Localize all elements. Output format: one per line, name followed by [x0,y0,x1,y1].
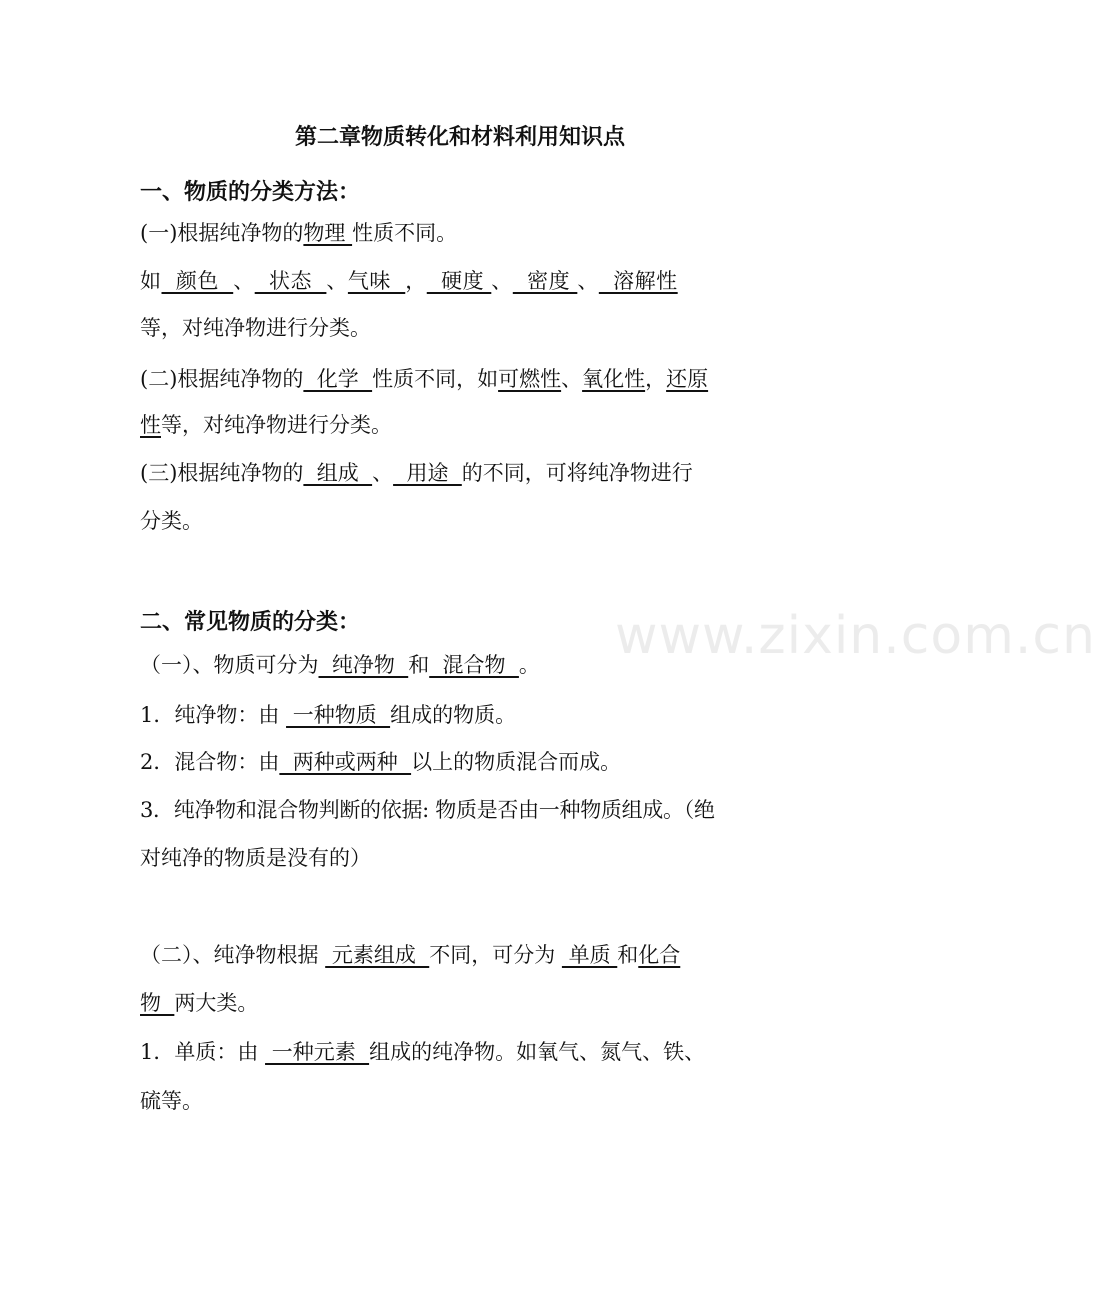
line-2i: 硫等。 [140,1089,203,1113]
line-2f [140,940,790,970]
line-2g [140,988,790,1018]
blank-answer: 两种或两种 [279,750,412,774]
text: 、 [233,269,255,293]
blank-answer: 气味 [347,269,406,293]
text: 和 [617,943,639,967]
text: 性质不同。 [352,221,458,245]
line-2d: 3．纯净物和混合物判断的依据: 物质是否由一种物质组成。（绝 [140,798,715,822]
line-1b [140,266,790,296]
blank-answer: 溶解性 [598,269,678,293]
blank-answer: 性 [140,413,161,437]
text: 等，对纯净物进行分类。 [161,413,392,437]
text: （二）、纯净物根据 [140,943,326,967]
text: 、 [372,461,394,485]
text: (三)根据纯净物的 [140,461,304,485]
section-2-heading: 二、常见物质的分类： [140,610,361,635]
blank-answer: 一种物质 [286,703,391,727]
text: 如 [140,269,162,293]
blank-answer: 化学 [303,367,373,391]
text: 两大类。 [174,991,259,1015]
line-1d [140,364,790,394]
line-2e: 对纯净的物质是没有的） [140,846,371,870]
text: ， [645,367,667,391]
text: (二)根据纯净物的 [140,367,304,391]
blank-answer: 用途 [393,461,462,485]
text: 不同，可分为 [429,943,562,967]
blank-answer: 状态 [254,269,327,293]
text: 2．混合物：由 [140,750,280,774]
line-1a [140,218,790,248]
text: 、 [326,269,348,293]
text: 1．单质：由 [140,1040,266,1064]
blank-answer: 可燃性 [498,367,562,391]
line-2b [140,700,790,730]
text: 性质不同，如 [372,367,499,391]
blank-answer: 氧化性 [582,367,646,391]
blank-answer: 硬度 [426,269,492,293]
text: 以上的物质混合而成。 [411,750,622,774]
text: 、 [491,269,513,293]
line-2a [140,650,790,680]
text: 、 [561,367,583,391]
blank-answer: 物 [140,991,175,1015]
blank-answer: 单质 [561,943,618,967]
blank-answer: 组成 [303,461,373,485]
line-2h [140,1037,790,1067]
blank-answer: 混合物 [429,653,519,677]
text: (一)根据纯净物的 [140,221,304,245]
text: ， [405,269,427,293]
blank-answer: 化合 [638,943,681,967]
blank-answer: 一种元素 [265,1040,370,1064]
blank-answer: 物理 [303,221,353,245]
line-1e [140,410,790,440]
text: 组成的物质。 [390,703,517,727]
text: （一）、物质可分为 [140,653,319,677]
line-1f [140,458,790,488]
blank-answer: 颜色 [161,269,234,293]
line-1g: 分类。 [140,509,203,533]
blank-answer: 纯净物 [318,653,409,677]
page-title: 第二章物质转化和材料利用知识点 [294,125,625,150]
text: 和 [408,653,430,677]
text: 、 [577,269,599,293]
text: 。 [518,653,540,677]
blank-answer: 密度 [512,269,578,293]
text: 组成的纯净物。如氧气、氮气、铁、 [369,1040,706,1064]
line-1c: 等，对纯净物进行分类。 [140,316,371,340]
section-1-heading: 一、物质的分类方法： [140,180,361,205]
watermark: www.zixin.com.cn [615,606,1096,666]
line-2c [140,747,790,777]
blank-answer: 还原 [666,367,709,391]
text: 的不同，可将纯净物进行 [461,461,693,485]
blank-answer: 元素组成 [325,943,430,967]
text: 1．纯净物：由 [140,703,287,727]
